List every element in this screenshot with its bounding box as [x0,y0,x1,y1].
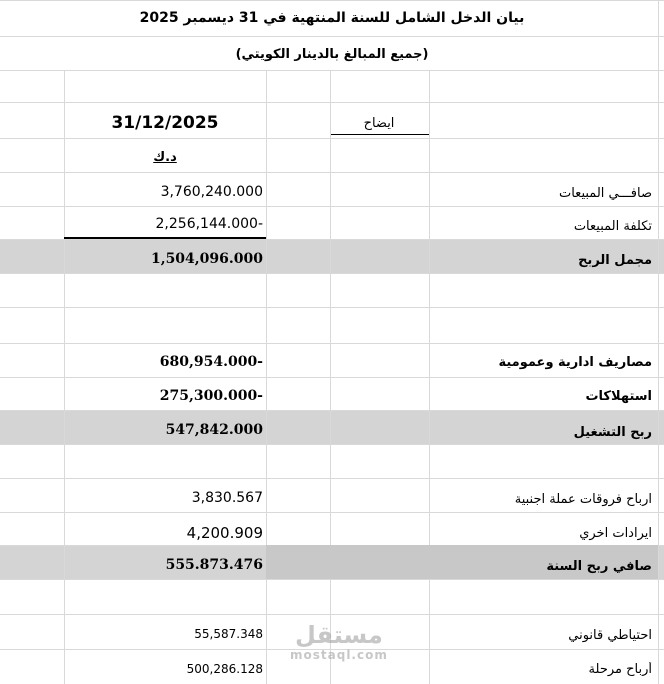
grid-row [0,273,664,307]
amount-gross-profit: 1,504,096.000 [150,251,263,267]
period-date-header: 31/12/2025 [111,113,219,133]
label-net-sales: صافـــي المبيعات [558,186,652,201]
grid-column-line [266,70,267,684]
mostaql-watermark-logo: مستقل mostaql.com [290,621,388,662]
note-header-underline [331,134,429,135]
label-depreciation: استهلاكات [585,389,652,404]
grid-column-line [330,70,331,684]
statement-subtitle: (جميع المبالغ بالدينار الكويتي) [235,47,429,62]
amount-other-income: 4,200.909 [186,524,263,542]
amount-retained-earnings: 500,286.128 [186,662,263,676]
label-operating-profit: ربح التشغيل [573,425,652,440]
currency-header: د.ك [153,150,177,165]
label-retained-earnings: أرباح مرحلة [588,662,652,677]
label-fx-gains: ارباح فروقات عملة اجنبية [514,492,652,507]
amount-net-sales: 3,760,240.000 [160,184,263,200]
label-legal-reserve: احتياطي قانوني [568,628,652,643]
grid-row [0,579,664,614]
amount-cost-of-sales: 2,256,144.000- [155,216,263,232]
amount-legal-reserve: 55,587.348 [194,627,263,641]
grid-column-line [658,0,659,684]
grid-column-line [429,70,430,684]
grid-row [0,444,664,478]
amount-fx-gains: 3,830.567 [191,490,263,506]
grid-row [0,70,664,102]
note-column-header: ايضاح [363,116,395,131]
label-net-profit: صافي ربح السنة [546,559,652,574]
amount-operating-profit: 547,842.000 [165,422,263,438]
amount-depreciation: 275,300.000- [159,388,263,404]
grid-row [0,307,664,343]
label-cost-of-sales: تكلفة المبيعات [573,219,652,234]
amount-net-profit: 555.873.476 [165,557,263,573]
label-admin-expenses: مصاريف ادارية وعمومية [498,355,652,370]
subtotal-underline [64,237,266,239]
label-other-income: ايرادات اخري [579,526,652,541]
statement-title: بيان الدخل الشامل للسنة المنتهية في 31 ديسمبر 2025 [139,10,525,26]
amount-admin-expenses: 680,954.000- [159,354,263,370]
label-gross-profit: مجمل الربح [578,253,652,268]
